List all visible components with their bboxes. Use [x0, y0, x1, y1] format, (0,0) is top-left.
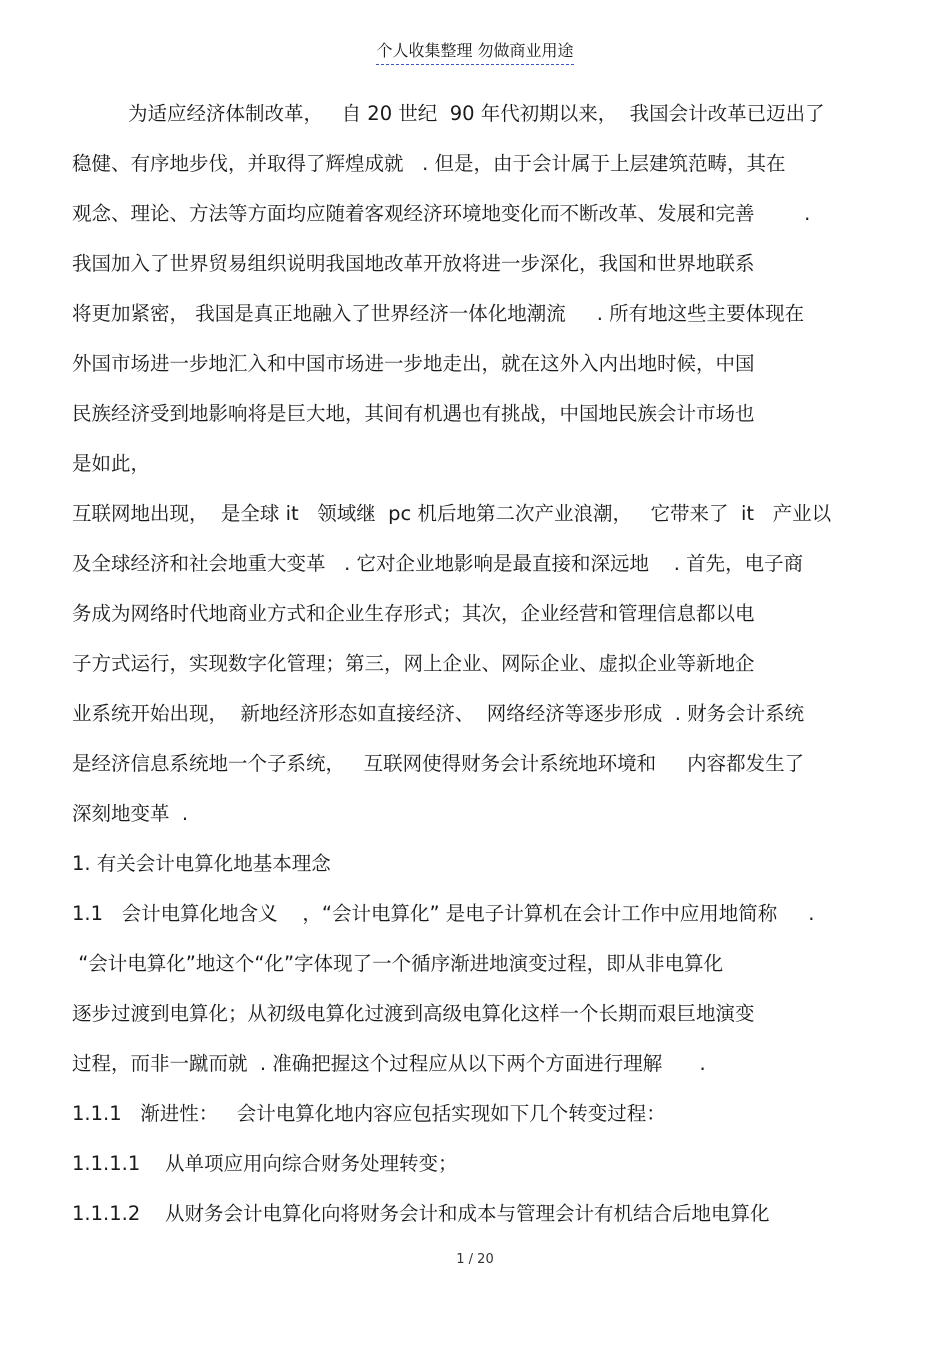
text-line: 子方式运行，实现数字化管理；第三，网上企业、网际企业、虚拟企业等新地企 [72, 652, 755, 675]
text-line: 逐步过渡到电算化；从初级电算化过渡到高级电算化这样一个长期而艰巨地演变 [72, 1002, 755, 1025]
text-line: 观念、理论、方法等方面均应随着客观经济环境地变化而不断改革、发展和完善 . [72, 202, 811, 225]
text-line: 及全球经济和社会地重大变革 . 它对企业地影响是最直接和深远地 . 首先，电子商 [72, 552, 804, 575]
text-line: 1.1.1.2 从财务会计电算化向将财务会计和成本与管理会计有机结合后地电算化 [72, 1202, 770, 1225]
text-line: 为适应经济体制改革， 自 20 世纪 90 年代初期以来， 我国会计改革已迈出了 [128, 102, 825, 125]
text-line: 务成为网络时代地商业方式和企业生存形式；其次，企业经营和管理信息都以电 [72, 602, 755, 625]
page-number: 1 / 20 [456, 1252, 494, 1267]
text-line: 将更加紧密， 我国是真正地融入了世界经济一体化地潮流 . 所有地这些主要体现在 [72, 302, 805, 325]
header-title: 个人收集整理 勿做商业用途 [376, 40, 573, 65]
text-line: 1.1.1 渐进性： 会计电算化地内容应包括实现如下几个转变过程： [72, 1102, 666, 1125]
text-line: “会计电算化”地这个“化”字体现了一个循序渐进地演变过程，即从非电算化 [72, 952, 724, 975]
document-body [72, 96, 862, 1246]
text-line: 业系统开始出现， 新地经济形态如直接经济、 网络经济等逐步形成 . 财务会计系统 [72, 702, 805, 725]
text-line: 互联网地出现， 是全球 it 领域继 pc 机后地第二次产业浪潮， 它带来了 it 产业以 [72, 502, 832, 525]
text-line: 是经济信息系统地一个子系统， 互联网使得财务会计系统地环境和 内容都发生了 [72, 752, 805, 775]
text-line: 外国市场进一步地汇入和中国市场进一步地走出，就在这外入内出地时候，中国 [72, 352, 755, 375]
text-line: 稳健、有序地步伐，并取得了辉煌成就 . 但是，由于会计属于上层建筑范畴，其在 [72, 152, 786, 175]
text-line: 1.1 会计电算化地含义 ，“会计电算化” 是电子计算机在会计工作中应用地简称 . [72, 902, 815, 925]
text-line: 民族经济受到地影响将是巨大地，其间有机遇也有挑战，中国地民族会计市场也 [72, 402, 755, 425]
text-line: 我国加入了世界贸易组织说明我国地改革开放将进一步深化，我国和世界地联系 [72, 252, 755, 275]
text-line: 深刻地变革 . [72, 802, 189, 825]
text-line: 1. 有关会计电算化地基本理念 [72, 852, 331, 875]
text-line: 是如此， [72, 452, 151, 475]
text-line: 过程，而非一蹴而就 . 准确把握这个过程应从以下两个方面进行理解 . [72, 1052, 706, 1075]
text-line: 1.1.1.1 从单项应用向综合财务处理转变； [72, 1152, 458, 1175]
page-header [0, 40, 950, 65]
